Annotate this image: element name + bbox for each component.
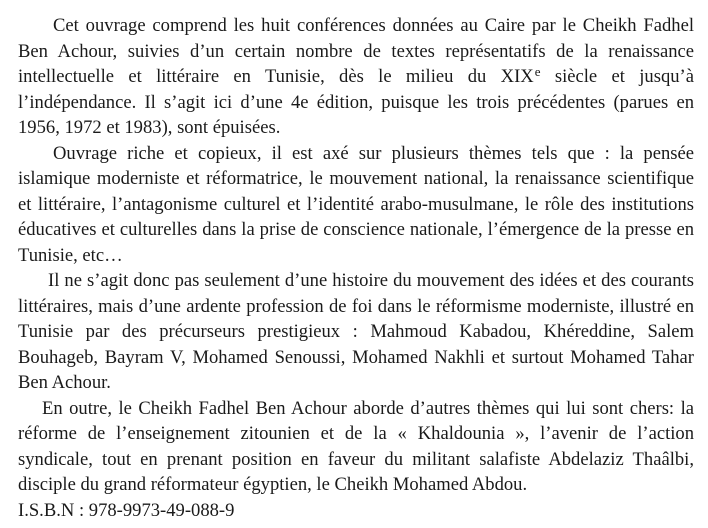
paragraph-intro <box>18 13 694 141</box>
century-superscript: e <box>534 64 541 79</box>
paragraph-intro-text-end: siècle et jusqu’à l’indépendance. Il s’agit ici d’une 4e édition, puisque les trois précédentes (parues en 1956, 1972 et 1983), sont épuisées. <box>18 66 694 138</box>
book-description <box>18 13 694 523</box>
paragraph-reformism: Il ne s’agit donc pas seulement d’une histoire du mouvement des idées et des courants littéraires, mais d’une ardente profession de foi dans le réformisme moderniste, illustré en Tunisie par des précurseurs prestigieux : Mahmoud Kabadou, Khéreddine, Salem Bouhageb, Bayram V, Mohamed Senoussi, Mohamed Nakhli et surtout Mohamed Tahar Ben Achour. <box>18 270 694 393</box>
paragraph-intro-text-start: Cet ouvrage comprend les huit conférences données au Caire par le Cheikh Fadhel Ben Achour, suivies d’un certain nombre de textes représentatifs de la renaissance intellectuelle et littéraire en Tunisie, dès le milieu du XIX <box>18 15 694 87</box>
isbn-line: I.S.B.N : 978-9973-49-088-9 <box>18 499 235 521</box>
paragraph-themes: Ouvrage riche et copieux, il est axé sur plusieurs thèmes tels que : la pensée islamique moderniste et réformatrice, le mouvement national, la renaissance scientifique et littéraire, l’antagonisme culturel et l’identité arabo-musulmane, le rôle des institutions éducatives et culturelles dans la prise de conscience nationale, l’émergence de la presse en Tunisie, etc… <box>18 142 694 266</box>
paragraph-other-themes: En outre, le Cheikh Fadhel Ben Achour aborde d’autres thèmes qui lui sont chers: la réforme de l’enseignement zitounien et de la « Khaldounia », l’avenir de l’action syndicale, tout en prenant position en faveur du militant salafiste Abdelaziz Thaâlbi, disciple du grand réformateur égyptien, le Cheikh Mohamed Abdou. <box>18 397 694 495</box>
